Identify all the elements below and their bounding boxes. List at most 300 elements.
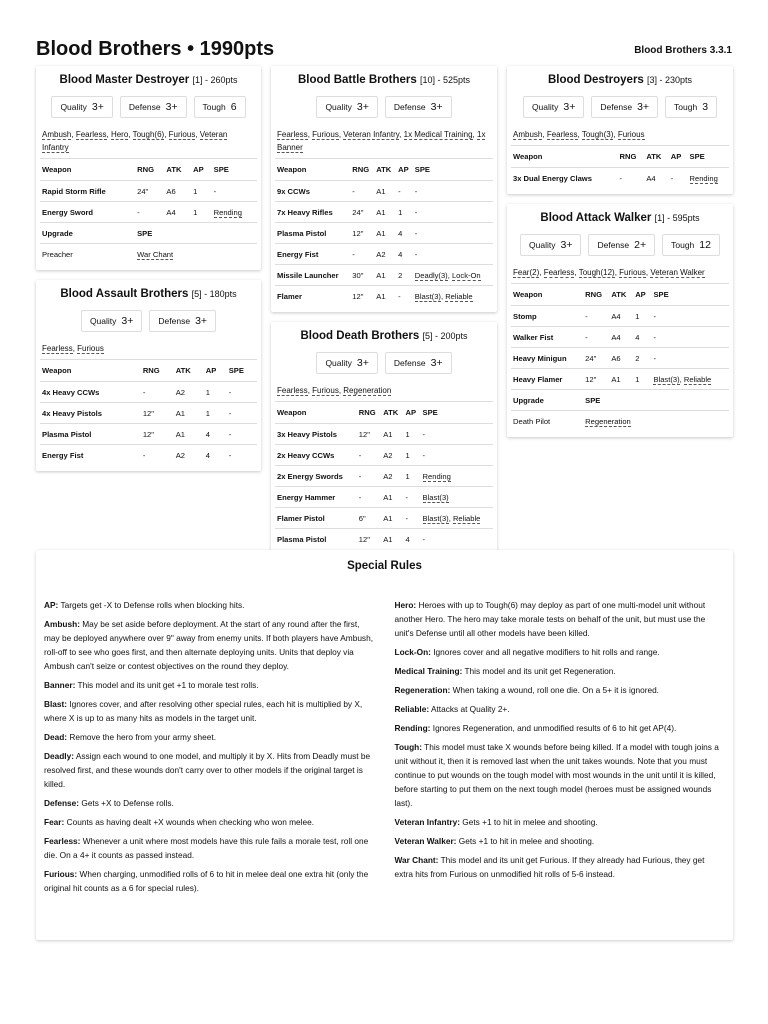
rule-tag[interactable]: Furious (617, 130, 645, 139)
stat-quality (520, 234, 581, 256)
column-header: AP (633, 284, 651, 306)
stat-value: 3+ (195, 315, 208, 327)
upgrade-label: Upgrade (40, 223, 135, 244)
stat-value: 3+ (121, 315, 134, 327)
column-header: RNG (618, 146, 645, 168)
weapon-range: - (357, 466, 381, 487)
special-rule-text: Targets get -X to Defense rolls when blocking hits. (60, 600, 245, 610)
weapon-ap: 1 (191, 202, 211, 223)
column-header: Weapon (511, 284, 583, 306)
special-rule (395, 664, 726, 678)
weapon-ap: 1 (633, 369, 651, 390)
weapon-attacks: A2 (381, 445, 403, 466)
weapon-special: - (413, 202, 493, 223)
unit-stats (40, 310, 257, 332)
special-rule-text: This model and its unit get +1 to morale test rolls. (77, 680, 259, 690)
rule-tag[interactable]: Tough(3) (581, 130, 614, 139)
special-rule-name: Fear: (44, 817, 65, 827)
stat-defense (591, 96, 658, 118)
special-rule-text: Counts as having dealt +X wounds when checking who won melee. (66, 817, 315, 827)
stat-value: 3+ (430, 101, 443, 113)
unit-name: Blood Battle Brothers (297, 74, 417, 86)
upgrade-rule-cell (583, 411, 729, 432)
unit-rules: Fearless, Furious, Regeneration (275, 382, 493, 402)
weapon-attacks: A1 (381, 508, 403, 529)
weapon-range: - (350, 244, 374, 265)
special-rule (395, 853, 726, 881)
weapon-special-rule[interactable]: Reliable (445, 291, 473, 301)
rule-tag[interactable]: Tough(12) (578, 268, 615, 277)
special-rule-name: Hero: (394, 600, 417, 610)
stat-label: Quality (60, 102, 87, 112)
special-rule-name: Blast: (44, 699, 68, 709)
column-middle (271, 66, 497, 555)
special-rule (44, 598, 375, 612)
weapon-ap: 4 (405, 534, 410, 544)
unit-rules: Ambush, Fearless, Hero, Tough(6), Furious, Veteran Infantry (40, 126, 257, 159)
stat-label: Quality (325, 102, 352, 112)
special-rules-right-column (395, 598, 726, 900)
rule-tag[interactable]: 1x Medical Training (403, 130, 473, 139)
weapon-ap: 4 (204, 424, 227, 445)
rule-tag[interactable]: Furious (168, 130, 196, 139)
column-header: SPE (421, 402, 493, 424)
unit-stats (511, 96, 729, 118)
weapon-attacks: A1 (374, 202, 396, 223)
weapon-range: - (142, 450, 146, 460)
weapon-special: - (413, 223, 493, 244)
stat-value: 12 (699, 239, 711, 251)
weapon-attacks: A6 (164, 181, 191, 202)
weapon-special: - (227, 403, 257, 424)
rule-tag[interactable]: Fearless (42, 344, 73, 353)
special-rule (44, 796, 375, 810)
weapon-special-rule[interactable]: Deadly(3) (414, 270, 448, 280)
special-rule (395, 598, 726, 640)
weapon-name: Energy Fist (42, 450, 84, 460)
unit-stats (275, 352, 493, 374)
stat-value: 2+ (634, 239, 647, 251)
column-header: AP (191, 159, 211, 181)
weapon-special-rule[interactable]: Rending (213, 207, 242, 217)
column-header: SPE (212, 159, 257, 181)
special-rule-name: War Chant: (394, 855, 439, 865)
unit-name: Blood Death Brothers (300, 330, 420, 342)
weapon-range: - (583, 327, 609, 348)
weapon-special: - (651, 348, 729, 369)
weapon-attacks: A1 (174, 403, 204, 424)
special-rule (395, 683, 726, 697)
special-rule-name: Furious: (44, 869, 78, 879)
weapon-range: - (583, 306, 609, 327)
rule-tag[interactable]: Furious (619, 268, 646, 277)
weapon-row (40, 424, 257, 445)
column-header: SPE (688, 146, 730, 168)
weapon-attacks: A4 (646, 173, 656, 183)
weapon-range: - (357, 445, 381, 466)
special-rule-text: Remove the hero from your army sheet. (69, 732, 217, 742)
stat-label: Quality (325, 358, 352, 368)
stat-label: Quality (531, 102, 559, 112)
unit-card (271, 66, 497, 312)
stat-label: Tough (671, 240, 695, 250)
special-rule (44, 867, 375, 895)
weapon-special-rule[interactable]: Reliable (683, 374, 712, 384)
special-rule-text: Whenever a unit where most models have this rule fails a morale test, roll one die. On a 4+ it counts as passed instead. (44, 836, 369, 860)
weapon-special-rule[interactable]: Blast(3) (414, 291, 441, 301)
unit-meta: [1] - 595pts (654, 213, 700, 223)
special-rule-text: Attacks at Quality 2+. (430, 704, 510, 714)
column-header: ATK (164, 159, 191, 181)
weapon-attacks: A1 (376, 291, 386, 301)
weapon-name: Plasma Pistol (275, 223, 350, 244)
weapon-attacks: A1 (374, 265, 396, 286)
weapon-row (275, 202, 493, 223)
weapon-name: Plasma Pistol (277, 534, 327, 544)
column-header: Weapon (40, 360, 141, 382)
weapon-special: - (227, 424, 257, 445)
column-header: SPE (227, 360, 257, 382)
stat-label: Defense (158, 316, 191, 326)
rule-tag[interactable]: Fearless (277, 386, 308, 395)
weapon-special (421, 487, 493, 508)
rule-tag[interactable]: Regeneration (343, 386, 392, 395)
weapon-range: 24" (135, 181, 164, 202)
unit-card (36, 66, 261, 270)
weapon-ap: 4 (633, 327, 651, 348)
weapon-attacks: A2 (381, 466, 403, 487)
weapon-range: 24" (583, 348, 609, 369)
column-header: RNG (135, 159, 164, 181)
column-left (36, 66, 261, 471)
rule-tag[interactable]: Fear(2) (513, 268, 540, 277)
weapon-name: Walker Fist (511, 327, 583, 348)
weapon-range: - (141, 382, 174, 403)
stat-label: Tough (202, 102, 226, 112)
upgrade-label: Upgrade (511, 390, 583, 411)
weapon-name: Energy Fist (275, 244, 350, 265)
special-rule (44, 749, 375, 791)
weapon-ap: - (404, 487, 421, 508)
weapon-special (688, 168, 730, 189)
unit-title (40, 288, 257, 300)
stat-defense (120, 96, 187, 118)
weapon-special: - (227, 382, 257, 403)
weapons-table (511, 146, 729, 188)
weapon-attacks: A2 (175, 450, 186, 460)
weapons-table (40, 360, 257, 465)
weapon-range: 12" (352, 291, 364, 301)
weapon-special-rule[interactable]: Blast(3) (422, 513, 449, 523)
weapons-table (275, 402, 493, 549)
column-header: RNG (357, 402, 381, 424)
weapon-attacks: A1 (381, 424, 403, 445)
weapon-special: Blast(3), Reliable (651, 369, 729, 390)
stat-quality (316, 352, 377, 374)
weapon-name: 3x Dual Energy Claws (513, 173, 592, 183)
weapon-attacks: A4 (609, 306, 633, 327)
stat-quality (51, 96, 112, 118)
special-rule (395, 702, 726, 716)
unit-name: Blood Destroyers (547, 74, 644, 86)
special-rule-name: Deadly: (44, 751, 74, 761)
stat-value: 3 (702, 101, 709, 113)
weapon-range: 12" (357, 424, 381, 445)
weapon-name: Plasma Pistol (40, 424, 141, 445)
rule-tag[interactable]: Furious (312, 130, 339, 139)
special-rule (395, 815, 726, 829)
special-rule (44, 815, 375, 829)
unit-name: Blood Master Destroyer (59, 74, 190, 86)
rule-tag[interactable]: Furious (312, 386, 339, 395)
special-rule (395, 740, 726, 810)
stat-defense (149, 310, 216, 332)
stat-label: Defense (393, 102, 426, 112)
weapon-row (275, 508, 493, 529)
stat-defense (385, 96, 452, 118)
weapon-row (275, 466, 493, 487)
weapon-ap: 4 (205, 450, 210, 460)
weapon-ap: 1 (404, 445, 421, 466)
weapon-special (212, 202, 257, 223)
weapon-special-rule[interactable]: Blast(3) (422, 492, 449, 502)
weapon-attacks: A2 (374, 244, 396, 265)
weapon-attacks: A1 (383, 534, 393, 544)
weapon-special: - (651, 327, 729, 348)
stat-label: Tough (674, 102, 698, 112)
special-rule-text: Ignores Regeneration, and unmodified results of 6 to hit get AP(4). (432, 723, 677, 733)
special-rule-text: When taking a wound, roll one die. On a 5+ it is ignored. (452, 685, 659, 695)
unit-name: Blood Attack Walker (540, 212, 652, 224)
weapon-special: - (413, 181, 493, 202)
rule-tag[interactable]: Veteran Infantry (343, 130, 400, 139)
weapon-row (275, 445, 493, 466)
special-rules-panel (36, 550, 733, 940)
column-header: ATK (374, 159, 396, 181)
weapon-attacks: A1 (609, 369, 633, 390)
weapon-attacks: A1 (374, 223, 396, 244)
weapon-special-rule[interactable]: Lock-On (451, 270, 481, 280)
weapon-range: - (350, 181, 374, 202)
rule-tag[interactable]: Tough(6) (132, 130, 165, 139)
stat-tough (665, 96, 717, 118)
special-rule-text: This model and its unit get Regeneration. (464, 666, 616, 676)
weapon-name: Flamer Pistol (275, 508, 357, 529)
unit-name: Blood Assault Brothers (60, 288, 189, 300)
rule-tag[interactable]: Fearless (543, 268, 575, 277)
rule-tag[interactable]: Veteran Infantry (42, 130, 228, 152)
upgrade-header-row (511, 390, 729, 411)
weapon-row (275, 223, 493, 244)
column-header: AP (404, 402, 421, 424)
page-title: Blood Brothers • 1990pts (36, 38, 275, 60)
column-header: ATK (609, 284, 633, 306)
upgrade-name: Preacher (42, 249, 73, 259)
stat-value: 3+ (430, 357, 443, 369)
weapon-name: 7x Heavy Rifles (275, 202, 350, 223)
weapon-ap: 1 (633, 306, 651, 327)
army-version: Blood Brothers 3.3.1 (634, 45, 732, 56)
stat-tough (662, 234, 720, 256)
stat-label: Defense (597, 240, 630, 250)
stat-value: 3+ (165, 101, 178, 113)
weapon-attacks: A1 (174, 424, 204, 445)
weapon-attacks: A1 (381, 487, 403, 508)
stat-value: 3+ (91, 101, 104, 113)
special-rule (395, 834, 726, 848)
special-rule-name: Ambush: (44, 619, 80, 629)
rule-tag[interactable]: Hero (110, 130, 129, 139)
column-header: RNG (583, 284, 609, 306)
rule-tag[interactable]: Fearless (277, 130, 308, 139)
weapon-range: - (619, 173, 623, 183)
column-header: Weapon (275, 402, 357, 424)
stat-label: Defense (128, 102, 161, 112)
weapon-range: - (357, 487, 381, 508)
weapon-attacks: A1 (374, 181, 396, 202)
weapon-special: - (422, 534, 426, 544)
weapon-row (275, 286, 493, 307)
column-header: RNG (141, 360, 174, 382)
special-rule-text: This model must take X wounds before being killed. If a model with tough joins a unit without it, then it is removed last when the unit takes wounds. Note that you must continue to put wounds on the tough model with most wounds in the unit until it is killed, before starting to put them on the next tough model (heroes must be assigned wounds last). (394, 742, 719, 808)
upgrade-name: Death Pilot (513, 416, 551, 426)
weapon-attacks: A6 (609, 348, 633, 369)
special-rules-left-column (44, 598, 375, 900)
weapon-row (40, 181, 257, 202)
weapon-ap: 4 (396, 223, 413, 244)
weapon-special: - (212, 181, 257, 202)
special-rule-text: May be set aside before deployment. At the start of any round after the first, may be deployed anywhere over 9" away from enemy units. If both players have Ambush, roll-off to see who goes first, and then alternate deploying units. Units that deploy via Ambush can't seize or contest objectives on the round they deploy. (44, 619, 374, 671)
special-rule-text: Gets +X to Defense rolls. (81, 798, 174, 808)
weapon-range: 6" (357, 508, 381, 529)
column-header: RNG (350, 159, 374, 181)
weapon-range: 30" (350, 265, 374, 286)
rule-tag[interactable]: 1x Banner (277, 130, 486, 152)
weapon-ap: 1 (204, 403, 227, 424)
column-header: SPE (651, 284, 729, 306)
column-header: SPE (413, 159, 493, 181)
rule-tag[interactable]: Fearless (546, 130, 578, 139)
weapon-name: Stomp (511, 306, 583, 327)
upgrade-row (511, 411, 729, 432)
rule-tag[interactable]: Veteran Walker (650, 268, 705, 277)
rule-tag[interactable]: Fearless (75, 130, 107, 139)
weapon-row (511, 168, 729, 189)
weapon-range: 12" (358, 534, 370, 544)
special-rule (44, 730, 375, 744)
weapon-name: Heavy Minigun (511, 348, 583, 369)
weapon-ap: - (670, 173, 674, 183)
special-rules-title: Special Rules (347, 560, 422, 572)
weapon-range: 12" (583, 369, 609, 390)
upgrade-rule[interactable]: Regeneration (585, 416, 631, 426)
special-rule-name: Defense: (44, 798, 80, 808)
unit-meta: [5] - 200pts (422, 331, 468, 341)
weapon-special-rule[interactable]: Blast(3) (653, 374, 680, 384)
weapon-range: 12" (350, 223, 374, 244)
stat-label: Defense (600, 102, 633, 112)
weapon-row (40, 445, 257, 466)
weapons-table (511, 284, 729, 431)
weapon-row (40, 202, 257, 223)
rule-tag[interactable]: Furious (77, 344, 104, 353)
weapon-special: - (421, 445, 493, 466)
stat-tough (194, 96, 246, 118)
weapon-name: Energy Sword (40, 202, 135, 223)
weapon-attacks: A2 (174, 382, 204, 403)
stat-defense (588, 234, 655, 256)
weapon-row (511, 327, 729, 348)
unit-meta: [10] - 525pts (420, 75, 471, 85)
weapons-table (275, 159, 493, 306)
unit-meta: [3] - 230pts (647, 75, 693, 85)
special-rule-text: Gets +1 to hit in melee and shooting. (458, 836, 595, 846)
special-rule-text: Ignores cover, and after resolving other special rules, each hit is multiplied by X, where X is up to as many hits as models in the target unit. (44, 699, 363, 723)
weapon-row (275, 424, 493, 445)
weapon-ap: 4 (396, 244, 413, 265)
rule-tag[interactable]: Ambush (513, 130, 543, 139)
weapon-row (511, 306, 729, 327)
weapon-special: - (228, 450, 232, 460)
upgrade-header-row (40, 223, 257, 244)
unit-stats (40, 96, 257, 118)
special-rule (44, 678, 375, 692)
weapon-special-rule[interactable]: Rending (422, 471, 451, 481)
stat-value: 3+ (563, 101, 576, 113)
weapon-ap: 1 (396, 202, 413, 223)
weapon-special: Blast(3), Reliable (421, 508, 493, 529)
weapon-row (40, 382, 257, 403)
upgrade-rule-cell (135, 244, 257, 265)
weapon-ap: 1 (204, 382, 227, 403)
column-header: Weapon (40, 159, 135, 181)
stat-value: 3+ (356, 357, 369, 369)
unit-stats (511, 234, 729, 256)
column-header: Weapon (275, 159, 350, 181)
weapon-range: 12" (141, 424, 174, 445)
special-rule (395, 721, 726, 735)
weapon-special-rule[interactable]: Rending (689, 173, 718, 183)
special-rule-name: Veteran Walker: (394, 836, 457, 846)
weapon-range: - (135, 202, 164, 223)
upgrade-rule[interactable]: War Chant (137, 249, 174, 259)
unit-title (275, 74, 493, 86)
stat-value: 3+ (356, 101, 369, 113)
weapon-row (275, 529, 493, 550)
stat-label: Defense (393, 358, 426, 368)
weapon-name: Heavy Flamer (511, 369, 583, 390)
column-header: ATK (174, 360, 204, 382)
special-rule-name: Regeneration: (394, 685, 451, 695)
weapon-name: 2x Heavy CCWs (275, 445, 357, 466)
special-rule (44, 834, 375, 862)
unit-card (507, 66, 733, 194)
special-rule-text: Gets +1 to hit in melee and shooting. (462, 817, 598, 827)
weapon-row (275, 265, 493, 286)
column-header: ATK (381, 402, 403, 424)
unit-title (275, 330, 493, 342)
weapon-special: - (413, 244, 493, 265)
weapon-attacks: A4 (609, 327, 633, 348)
special-rule-text: This model and its unit get Furious. If they already had Furious, they get extra hits from Furious on unmodified hit rolls of 5-6 instead. (394, 855, 705, 879)
stat-quality (81, 310, 142, 332)
unit-rules: Fearless, Furious, Veteran Infantry, 1x Medical Training, 1x Banner (275, 126, 493, 159)
rule-tag[interactable]: Ambush (42, 130, 72, 139)
weapon-ap: - (404, 508, 421, 529)
weapon-special-rule[interactable]: Reliable (452, 513, 481, 523)
stat-value: 3+ (560, 239, 573, 251)
stat-value: 3+ (637, 101, 650, 113)
